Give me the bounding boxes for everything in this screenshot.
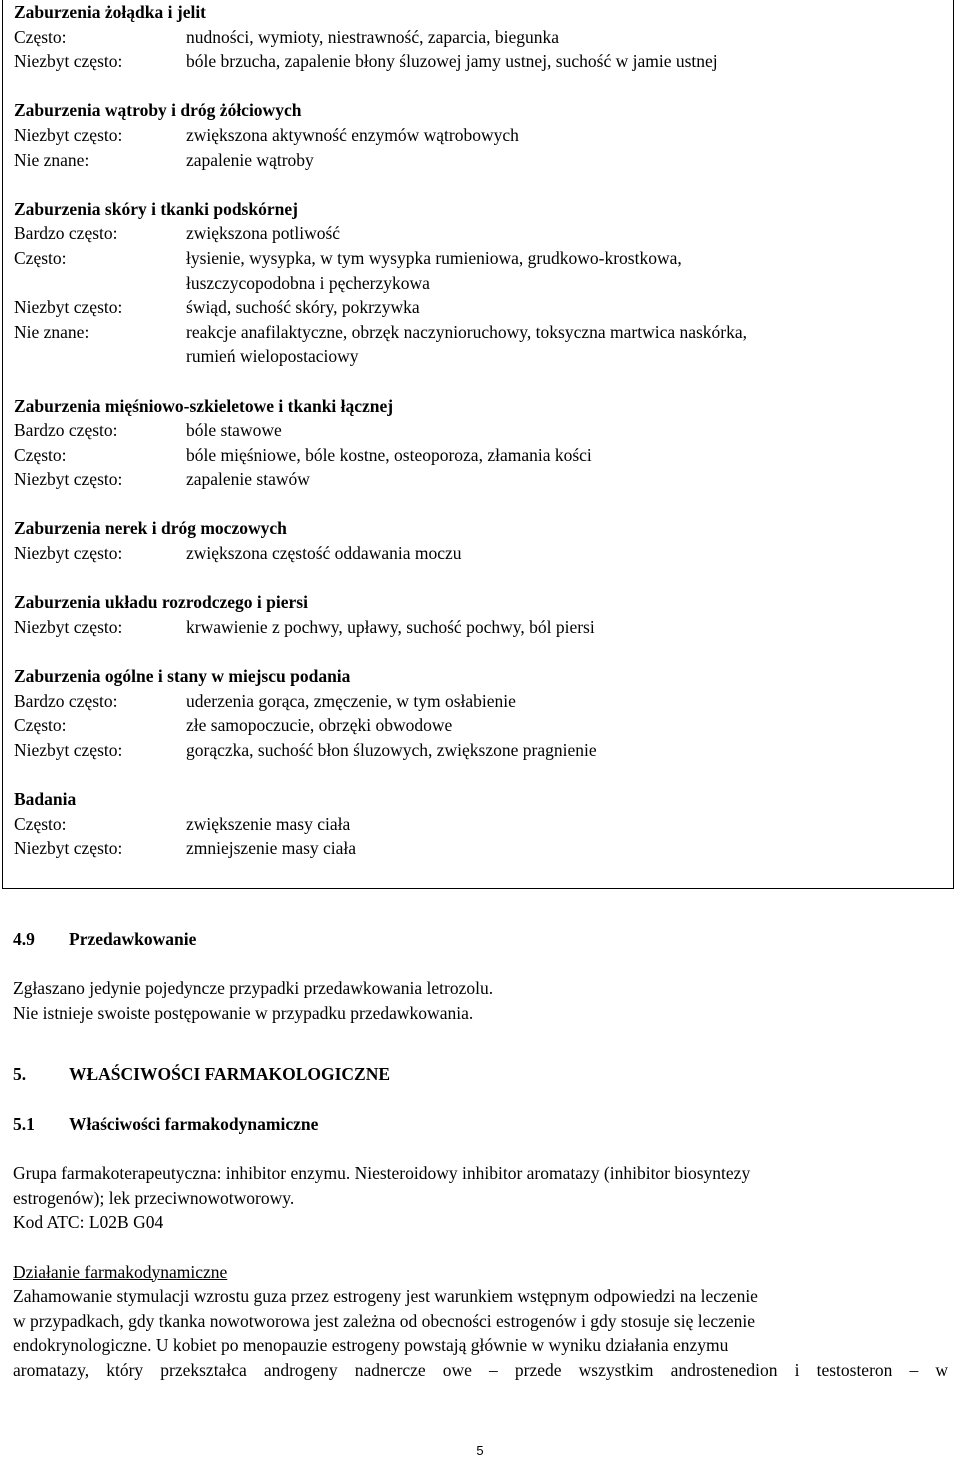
reaction-description: zapalenie wątroby	[186, 149, 314, 170]
reaction-description: zwiększona potliwość	[186, 223, 341, 244]
section-number: 5.	[13, 1064, 27, 1085]
soc-section	[14, 516, 945, 565]
page-number: 5	[476, 1443, 484, 1458]
reaction-row	[14, 295, 945, 320]
frequency-label: Niezbyt często:	[14, 124, 123, 145]
section-title: WŁAŚCIWOŚCI FARMAKOLOGICZNE	[69, 1064, 391, 1085]
soc-section	[14, 664, 945, 762]
pharmacodynamic-text	[13, 1284, 948, 1382]
soc-heading: Zaburzenia żołądka i jelit	[14, 2, 207, 22]
adverse-reactions-list	[14, 0, 945, 861]
pharmacotherapeutic-group-line-1: Grupa farmakoterapeutyczna: inhibitor enzymu. Niesteroidowy inhibitor aromatazy (inhibitor biosyntezy	[13, 1163, 751, 1184]
frequency-label: Niezbyt często:	[14, 297, 123, 318]
section-title: Właściwości farmakodynamiczne	[69, 1113, 319, 1134]
reaction-row	[14, 148, 945, 173]
soc-heading: Zaburzenia skóry i tkanki podskórnej	[14, 198, 298, 219]
frequency-label: Bardzo często:	[14, 223, 118, 244]
frequency-label: Często:	[14, 444, 67, 465]
reaction-description-continued: łuszczycopodobna i pęcherzykowa	[186, 272, 430, 293]
reaction-row	[14, 246, 945, 271]
frequency-label: Nie znane:	[14, 149, 90, 170]
reaction-description: bóle stawowe	[186, 420, 282, 441]
frequency-label: Często:	[14, 247, 67, 268]
section-5-heading	[13, 1062, 948, 1087]
frequency-label: Bardzo często:	[14, 420, 118, 441]
frequency-label: Bardzo często:	[14, 690, 118, 711]
reaction-description: zwiększona częstość oddawania moczu	[186, 543, 462, 564]
frequency-label: Niezbyt często:	[14, 616, 123, 637]
soc-heading: Zaburzenia ogólne i stany w miejscu podania	[14, 666, 351, 687]
overdose-paragraph-2: Nie istnieje swoiste postępowanie w przypadku przedawkowania.	[13, 1002, 474, 1023]
body-line: w przypadkach, gdy tkanka nowotworowa jest zależna od obecności estrogenów i gdy stosuje się leczenie	[13, 1310, 756, 1331]
reaction-row	[14, 221, 945, 246]
section-title: Przedawkowanie	[69, 929, 197, 949]
document-body	[13, 927, 948, 1383]
reaction-description: zwiększenie masy ciała	[186, 813, 351, 834]
reaction-row	[14, 812, 945, 837]
soc-heading: Badania	[14, 789, 77, 809]
reaction-description: gorączka, suchość błon śluzowych, zwiększone pragnienie	[186, 739, 597, 760]
reaction-row	[14, 836, 945, 861]
reaction-row	[14, 467, 945, 492]
soc-section	[14, 98, 945, 172]
reaction-description: bóle mięśniowe, bóle kostne, osteoporoza, złamania kości	[186, 444, 592, 465]
reaction-description: bóle brzucha, zapalenie błony śluzowej jamy ustnej, suchość w jamie ustnej	[186, 51, 718, 72]
section-number: 4.9	[13, 929, 35, 949]
reaction-row	[14, 49, 945, 74]
reaction-row	[14, 713, 945, 738]
frequency-label: Nie znane:	[14, 321, 90, 342]
reaction-row	[14, 25, 945, 50]
overdose-paragraph-1: Zgłaszano jedynie pojedyncze przypadki przedawkowania letrozolu.	[13, 978, 494, 999]
reaction-row	[14, 541, 945, 566]
pharmacotherapeutic-group-line-2: estrogenów); lek przeciwnowotworowy.	[13, 1187, 295, 1208]
frequency-label: Często:	[14, 715, 67, 736]
reaction-description: reakcje anafilaktyczne, obrzęk naczynioruchowy, toksyczna martwica naskórka,	[186, 321, 748, 342]
reaction-row	[14, 689, 945, 714]
frequency-label: Niezbyt często:	[14, 469, 123, 490]
soc-heading: Zaburzenia układu rozrodczego i piersi	[14, 592, 308, 613]
reaction-description: zapalenie stawów	[186, 469, 310, 490]
reaction-description: uderzenia gorąca, zmęczenie, w tym osłabienie	[186, 690, 516, 711]
reaction-description: krwawienie z pochwy, upławy, suchość pochwy, ból piersi	[186, 616, 595, 637]
section-number: 5.1	[13, 1113, 35, 1134]
reaction-row	[14, 123, 945, 148]
reaction-description: złe samopoczucie, obrzęki obwodowe	[186, 715, 453, 736]
reaction-description: nudności, wymioty, niestrawność, zaparcia, biegunka	[186, 26, 560, 47]
reaction-description-continued: rumień wielopostaciowy	[186, 346, 359, 367]
frequency-label: Niezbyt często:	[14, 739, 123, 760]
soc-heading: Zaburzenia mięśniowo-szkieletowe i tkanki łącznej	[14, 395, 394, 416]
reaction-description: łysienie, wysypka, w tym wysypka rumieniowa, grudkowo-krostkowa,	[186, 247, 682, 268]
body-line: aromatazy, który przekształca androgeny nadnercze owe – przede wszystkim androstenedion i testosteron – w	[13, 1359, 948, 1380]
soc-section	[14, 0, 945, 74]
soc-heading: Zaburzenia nerek i dróg moczowych	[14, 518, 287, 539]
soc-section	[14, 590, 945, 639]
soc-section	[14, 394, 945, 492]
frequency-label: Niezbyt często:	[14, 838, 123, 859]
soc-section	[14, 197, 945, 369]
subheading-pharmacodynamic-action: Działanie farmakodynamiczne	[13, 1261, 228, 1282]
frequency-label: Często:	[14, 26, 67, 47]
atc-code: Kod ATC: L02B G04	[13, 1212, 164, 1233]
reaction-description: zmniejszenie masy ciała	[186, 838, 357, 859]
section-4-9-heading	[13, 927, 948, 952]
reaction-row	[14, 738, 945, 763]
reaction-description: świąd, suchość skóry, pokrzywka	[186, 297, 420, 318]
reaction-row	[14, 418, 945, 443]
reaction-row	[14, 320, 945, 345]
soc-heading: Zaburzenia wątroby i dróg żółciowych	[14, 100, 302, 121]
body-line: Zahamowanie stymulacji wzrostu guza przez estrogeny jest warunkiem wstępnym odpowiedzi na leczenie	[13, 1286, 758, 1307]
body-line: endokrynologiczne. U kobiet po menopauzie estrogeny powstają głównie w wyniku działania enzymu	[13, 1335, 729, 1356]
soc-section	[14, 787, 945, 861]
frequency-label: Często:	[14, 813, 67, 834]
reaction-row	[14, 615, 945, 640]
frequency-label: Niezbyt często:	[14, 543, 123, 564]
reaction-row	[14, 443, 945, 468]
frequency-label: Niezbyt często:	[14, 51, 123, 72]
section-5-1-heading	[13, 1112, 948, 1137]
reaction-description: zwiększona aktywność enzymów wątrobowych	[186, 124, 519, 145]
adverse-reactions-table	[2, 0, 954, 889]
